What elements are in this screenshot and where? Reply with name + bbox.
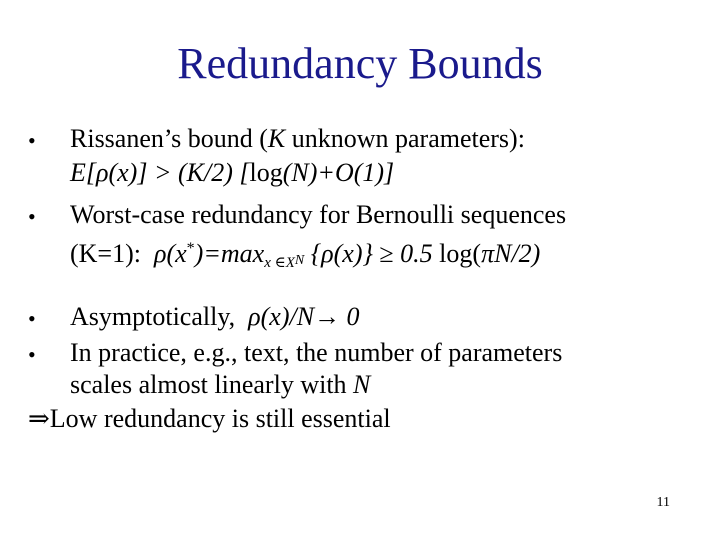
bullet-marker: • [28,204,36,229]
log-word: log [249,158,283,187]
max-subscript-n: N [294,253,305,268]
formula-part: (x)} [333,239,380,268]
pi-symbol: π [481,239,495,268]
formula-rissanen [70,158,394,188]
page-number: 11 [656,495,670,510]
conclusion-line [28,404,391,434]
text-segment: scales almost linearly with [70,370,354,399]
rho-symbol: ρ [321,239,334,268]
formula-part: (K=1): [70,239,141,268]
bullet-asymptotically [70,302,360,332]
bullet-marker: • [28,128,36,153]
formula-part: )=max [194,239,265,268]
variable-k: K [267,124,286,153]
implies-arrow-icon: ⇒ [28,404,50,433]
text-segment: Rissanen’s bound ( [70,124,268,153]
bullet-worst-case: Worst-case redundancy for Bernoulli sequences [70,200,567,229]
formula-part: (N)+O(1)] [282,158,395,187]
text-segment: Asymptotically, [70,302,236,331]
formula-part: 0 [340,302,360,331]
max-subscript: x ∈X [264,255,295,271]
arrow-right-icon: → [314,302,341,331]
formula-part: E[ [70,158,96,187]
formula-part: N/2) [494,239,541,268]
formula-worst-case [70,234,540,278]
geq-symbol: ≥ [379,239,394,268]
log-word: log [439,239,473,268]
formula-part: 0.5 [393,239,440,268]
star-superscript: * [186,240,195,257]
variable-n: N [353,370,371,399]
formula-part: (x)/N [260,302,315,331]
slide-title: Redundancy Bounds [177,39,543,88]
bullet-in-practice-continued [70,370,370,400]
formula-part: (x [166,239,187,268]
formula-part: { [304,239,322,268]
formula-part: ( [472,239,482,268]
bullet-marker: • [28,306,36,331]
bullet-rissanen-bound [70,124,525,154]
formula-part: (x)] > (K/2) [ [108,158,250,187]
rho-symbol: ρ [96,158,109,187]
bullet-marker: • [28,342,36,367]
rho-symbol: ρ [248,302,261,331]
bullet-in-practice: In practice, e.g., text, the number of parameters [70,338,563,367]
text-segment: unknown parameters): [285,124,525,153]
conclusion-text: Low redundancy is still essential [49,404,391,433]
rho-symbol: ρ [153,239,167,268]
